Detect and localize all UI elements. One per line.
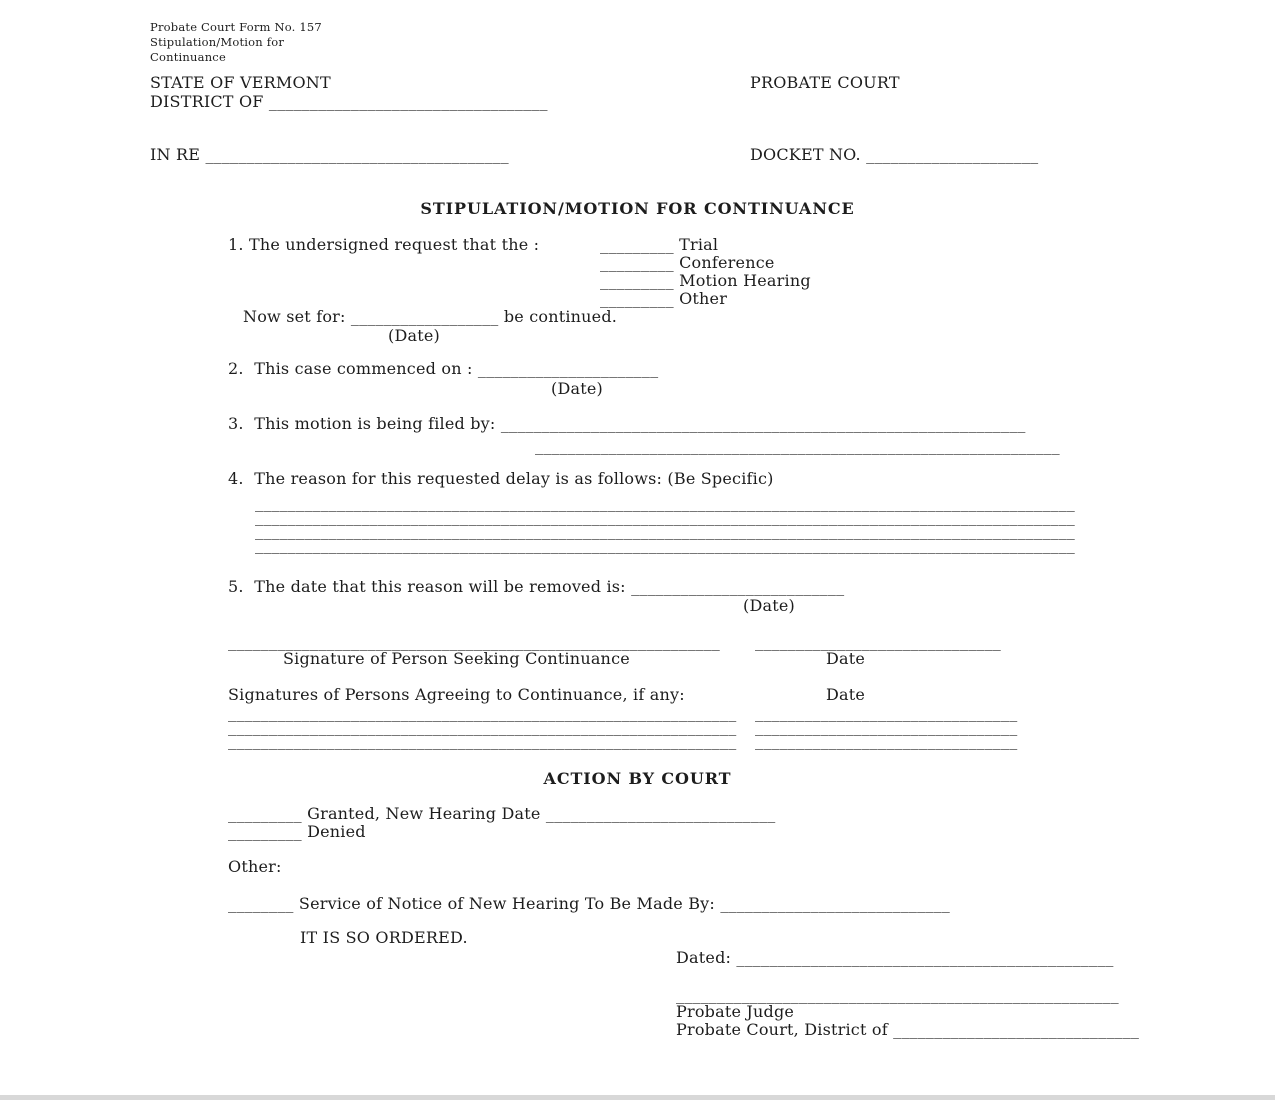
page-bottom-edge xyxy=(0,1095,1275,1100)
docket-line xyxy=(750,145,1038,164)
form-number-line-3: Continuance xyxy=(150,49,226,64)
denied-blank: _________ xyxy=(228,822,302,841)
in-re-blank: _____________________________________ xyxy=(205,145,509,164)
action-by-court-title: ACTION BY COURT xyxy=(543,769,732,788)
now-set-for-blank: __________________ xyxy=(350,307,499,326)
item2-line xyxy=(228,359,658,378)
granted-blank: _________ xyxy=(228,804,302,823)
option-blank: _________ xyxy=(600,235,674,254)
option-label: Other xyxy=(679,289,728,308)
option-label: Motion Hearing xyxy=(679,271,811,290)
district-line xyxy=(150,92,548,111)
agreeing-signatures-label: Signatures of Persons Agreeing to Continuance, if any: xyxy=(228,685,685,704)
item3-label: 3. This motion is being filed by: xyxy=(228,414,496,433)
judge-signature-blank: ______________________________________________________ xyxy=(676,985,1119,1004)
district-label: DISTRICT OF xyxy=(150,92,264,111)
form-number-line-2: Stipulation/Motion for xyxy=(150,34,285,49)
option-label: Conference xyxy=(679,253,775,272)
seeker-signature-label: Signature of Person Seeking Continuance xyxy=(283,649,630,668)
docket-label: DOCKET NO. xyxy=(750,145,861,164)
agreeing-date-blank-3: ________________________________ xyxy=(755,731,1018,750)
item5-line xyxy=(228,577,844,596)
dated-line xyxy=(676,948,1114,967)
agreeing-date-blank-1: ________________________________ xyxy=(755,703,1018,722)
date-caption: (Date) xyxy=(551,379,603,398)
agreeing-date-blank-2: ________________________________ xyxy=(755,717,1018,736)
item4-blank-4: ____________________________________________________________________________________________________ xyxy=(255,535,1075,554)
date-caption: (Date) xyxy=(743,596,795,615)
agreeing-signature-blank-3: ______________________________________________________________ xyxy=(228,731,737,750)
form-number-block xyxy=(150,20,322,65)
court-heading: PROBATE COURT xyxy=(750,73,900,92)
state-heading: STATE OF VERMONT xyxy=(150,73,331,92)
option-blank: _________ xyxy=(600,289,674,308)
agreeing-date-label: Date xyxy=(826,685,866,704)
form-number-line-1: Probate Court Form No. 157 xyxy=(150,20,322,34)
denied-line xyxy=(228,822,366,841)
item1-option-conference xyxy=(600,253,775,272)
service-blank: ________ xyxy=(228,894,294,913)
option-blank: _________ xyxy=(600,253,674,272)
district-blank: __________________________________ xyxy=(268,92,548,111)
item3-blank-1: ________________________________________________________________ xyxy=(500,414,1026,433)
option-label: Trial xyxy=(679,235,719,254)
item2-label: 2. This case commenced on : xyxy=(228,359,473,378)
service-by-blank: ____________________________ xyxy=(720,894,950,913)
item1-option-trial xyxy=(600,235,718,254)
judge-label: Probate Judge xyxy=(676,1002,795,1021)
item4-blank-3: ____________________________________________________________________________________________________ xyxy=(255,521,1075,540)
agreeing-signature-blank-2: ______________________________________________________________ xyxy=(228,717,737,736)
item1-label: 1. The undersigned request that the : xyxy=(228,235,540,254)
be-continued-label: be continued. xyxy=(503,307,618,326)
item5-label: 5. The date that this reason will be removed is: xyxy=(228,577,626,596)
granted-line xyxy=(228,804,775,823)
item1-option-other xyxy=(600,289,727,308)
item3-blank-2: ________________________________________________________________ xyxy=(535,436,1060,455)
court-district-blank: ______________________________ xyxy=(893,1020,1140,1039)
granted-date-blank: ____________________________ xyxy=(545,804,776,823)
in-re-line xyxy=(150,145,509,164)
option-blank: _________ xyxy=(600,271,674,290)
item4-blank-1: ____________________________________________________________________________________________________ xyxy=(255,493,1075,512)
service-line xyxy=(228,894,950,913)
in-re-label: IN RE xyxy=(150,145,201,164)
dated-blank: ______________________________________________ xyxy=(736,948,1114,967)
now-set-for-line xyxy=(243,307,617,326)
item4-blank-2: ____________________________________________________________________________________________________ xyxy=(255,507,1075,526)
granted-label: Granted, New Hearing Date xyxy=(307,804,541,823)
denied-label: Denied xyxy=(307,822,366,841)
date-caption: (Date) xyxy=(388,326,440,345)
form-title: STIPULATION/MOTION FOR CONTINUANCE xyxy=(420,199,855,218)
court-district-line xyxy=(676,1020,1139,1039)
docket-blank: _____________________ xyxy=(866,145,1039,164)
item4-label: 4. The reason for this requested delay is as follows: (Be Specific) xyxy=(228,469,774,488)
seeker-date-label: Date xyxy=(826,649,866,668)
court-district-label: Probate Court, District of xyxy=(676,1020,888,1039)
service-label: Service of Notice of New Hearing To Be Made By: xyxy=(298,894,716,913)
seeker-date-blank: ______________________________ xyxy=(755,632,1001,651)
item3-line xyxy=(228,414,1026,433)
so-ordered-label: IT IS SO ORDERED. xyxy=(300,928,468,947)
seeker-signature-blank: ____________________________________________________________ xyxy=(228,632,720,651)
item2-blank: ______________________ xyxy=(477,359,659,378)
now-set-for-label: Now set for: xyxy=(243,307,346,326)
item1-option-motion-hearing xyxy=(600,271,811,290)
dated-label: Dated: xyxy=(676,948,732,967)
other-label: Other: xyxy=(228,857,282,876)
item5-blank: __________________________ xyxy=(631,577,845,596)
agreeing-signature-blank-1: ______________________________________________________________ xyxy=(228,703,737,722)
